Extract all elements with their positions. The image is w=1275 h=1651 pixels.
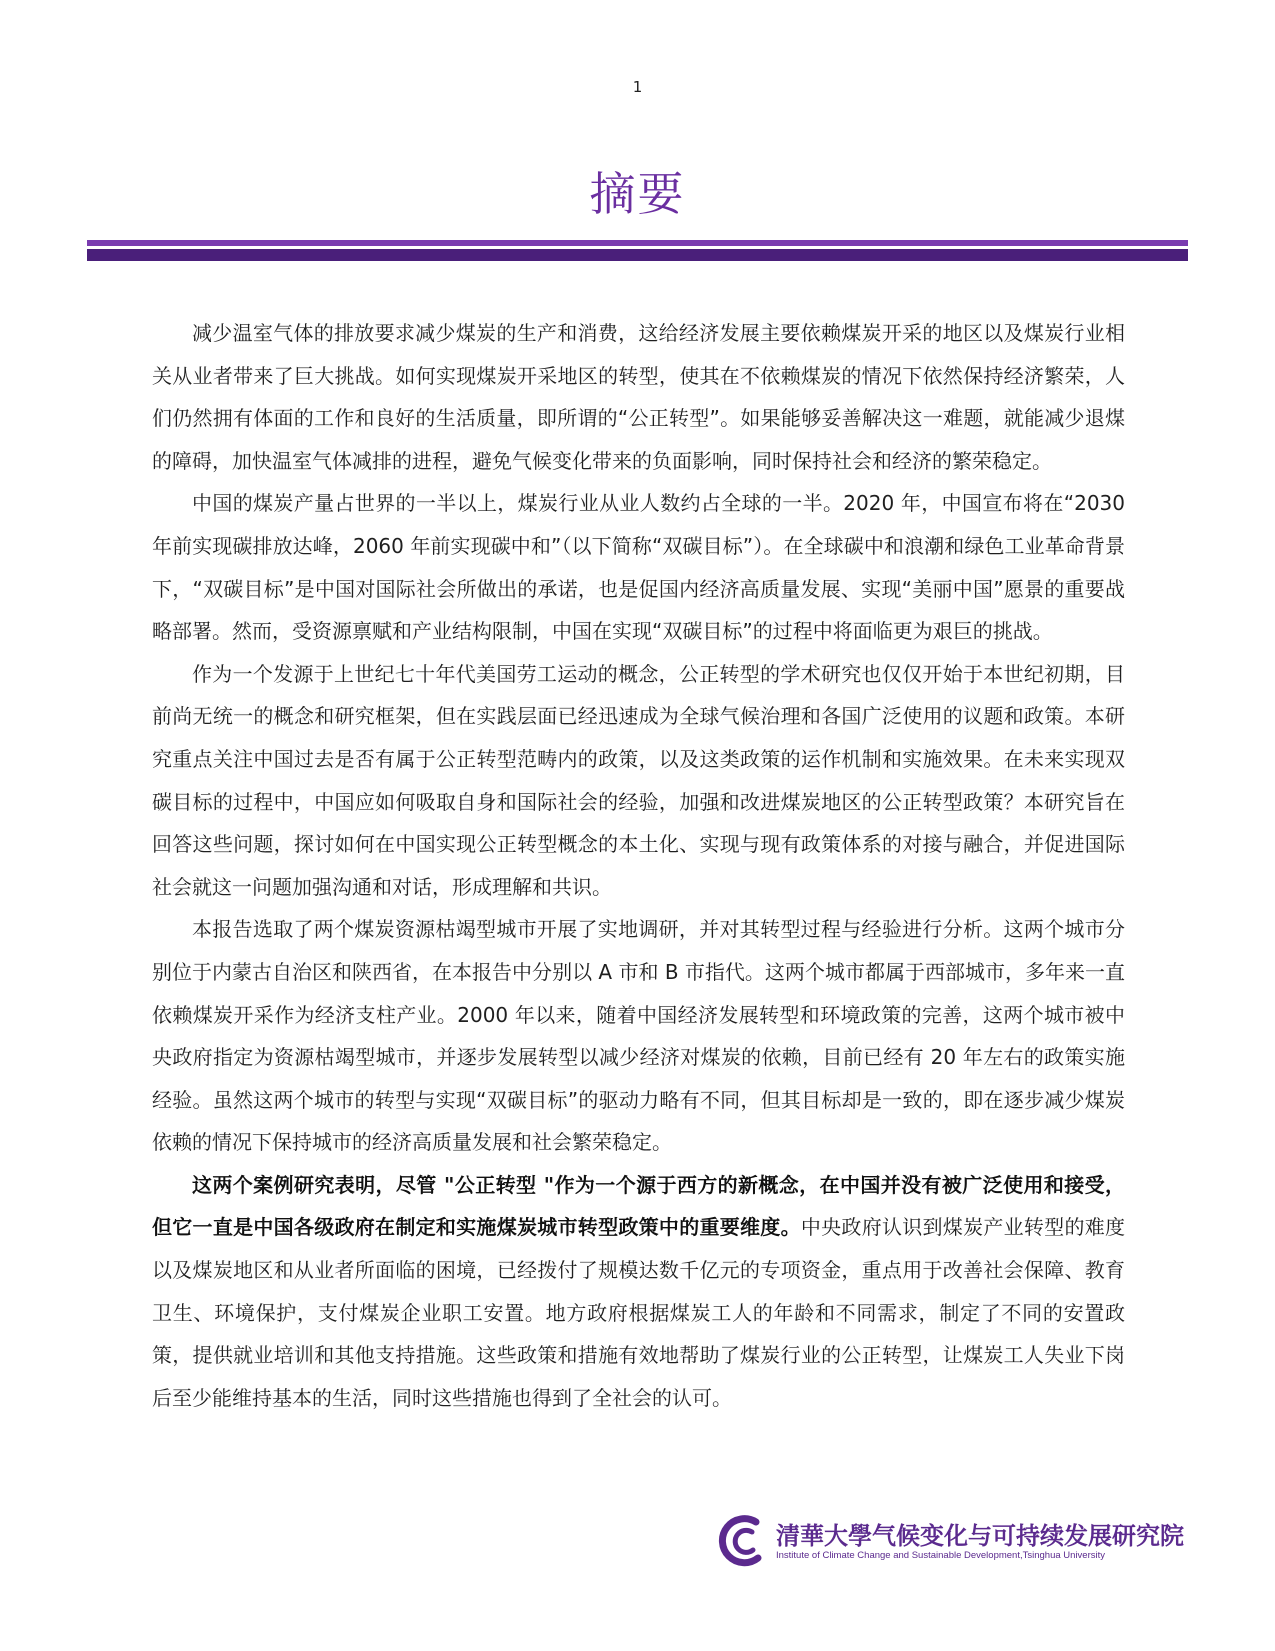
paragraph-5-bold-lead: 这两个案例研究表明，尽管 "公正转型 "作为一个源于西方的新概念，在中国并没有被广泛使用和接受，但它一直是中国各级政府在制定和实施煤炭城市转型政策中的重要维度。 (152, 1172, 1125, 1240)
logo-english-name: Institute of Climate Change and Sustainable Development,Tsinghua University (776, 1550, 1105, 1561)
paragraph-5 (152, 1164, 1125, 1420)
title-divider-thin (87, 240, 1188, 246)
institute-logo (718, 1512, 1184, 1572)
paragraph-4: 本报告选取了两个煤炭资源枯竭型城市开展了实地调研，并对其转型过程与经验进行分析。这两个城市分别位于内蒙古自治区和陕西省，在本报告中分别以 A 市和 B 市指代。这两个城市都属于西部城市，多年来一直依赖煤炭开采作为经济支柱产业。2000 年以来，随着中国经济发展转型和环境政策的完善，这两个城市被中央政府指定为资源枯竭型城市，并逐步发展转型以减少经济对煤炭的依赖，目前已经有 20 年左右的政策实施经验。虽然这两个城市的转型与实现“双碳目标”的驱动力略有不同，但其目标却是一致的，即在逐步减少煤炭依赖的情况下保持城市的经济高质量发展和社会繁荣稳定。 (152, 917, 1125, 1155)
paragraph-1: 减少温室气体的排放要求减少煤炭的生产和消费，这给经济发展主要依赖煤炭开采的地区以及煤炭行业相关从业者带来了巨大挑战。如何实现煤炭开采地区的转型，使其在不依赖煤炭的情况下依然保持经济繁荣，人们仍然拥有体面的工作和良好的生活质量，即所谓的“公正转型”。如果能够妥善解决这一难题，就能减少退煤的障碍，加快温室气体减排的进程，避免气候变化带来的负面影响，同时保持社会和经济的繁荣稳定。 (152, 321, 1125, 473)
page-number: 1 (632, 78, 643, 96)
paragraph-3: 作为一个发源于上世纪七十年代美国劳工运动的概念，公正转型的学术研究也仅仅开始于本世纪初期，目前尚无统一的概念和研究框架，但在实践层面已经迅速成为全球气候治理和各国广泛使用的议题和政策。本研究重点关注中国过去是否有属于公正转型范畴内的政策，以及这类政策的运作机制和实施效果。在未来实现双碳目标的过程中，中国应如何吸取自身和国际社会的经验，加强和改进煤炭地区的公正转型政策？本研究旨在回答这些问题，探讨如何在中国实现公正转型概念的本土化、实现与现有政策体系的对接与融合，并促进国际社会就这一问题加强沟通和对话，形成理解和共识。 (152, 661, 1125, 899)
tsinghua-icccsd-logo-icon (718, 1512, 766, 1568)
title-divider-thick (87, 249, 1188, 261)
logo-chinese-name: 清華大學气候变化与可持续发展研究院 (776, 1522, 1184, 1550)
abstract-body (152, 312, 1125, 1419)
paragraph-2: 中国的煤炭产量占世界的一半以上，煤炭行业从业人数约占全球的一半。2020 年，中国宣布将在“2030 年前实现碳排放达峰，2060 年前实现碳中和”（以下简称“双碳目标”）。在全球碳中和浪潮和绿色工业革命背景下，“双碳目标”是中国对国际社会所做出的承诺，也是促国内经济高质量发展、实现“美丽中国”愿景的重要战略部署。然而，受资源禀赋和产业结构限制，中国在实现“双碳目标”的过程中将面临更为艰巨的挑战。 (152, 491, 1125, 644)
paragraph-5-body: 中央政府认识到煤炭产业转型的难度以及煤炭地区和从业者所面临的困境，已经拨付了规模达数千亿元的专项资金，重点用于改善社会保障、教育卫生、环境保护，支付煤炭企业职工安置。地方政府根据煤炭工人的年龄和不同需求，制定了不同的安置政策，提供就业培训和其他支持措施。这些政策和措施有效地帮助了煤炭行业的公正转型，让煤炭工人失业下岗后至少能维持基本的生活，同时这些措施也得到了全社会的认可。 (152, 1215, 1126, 1410)
page-title: 摘要 (589, 167, 686, 221)
